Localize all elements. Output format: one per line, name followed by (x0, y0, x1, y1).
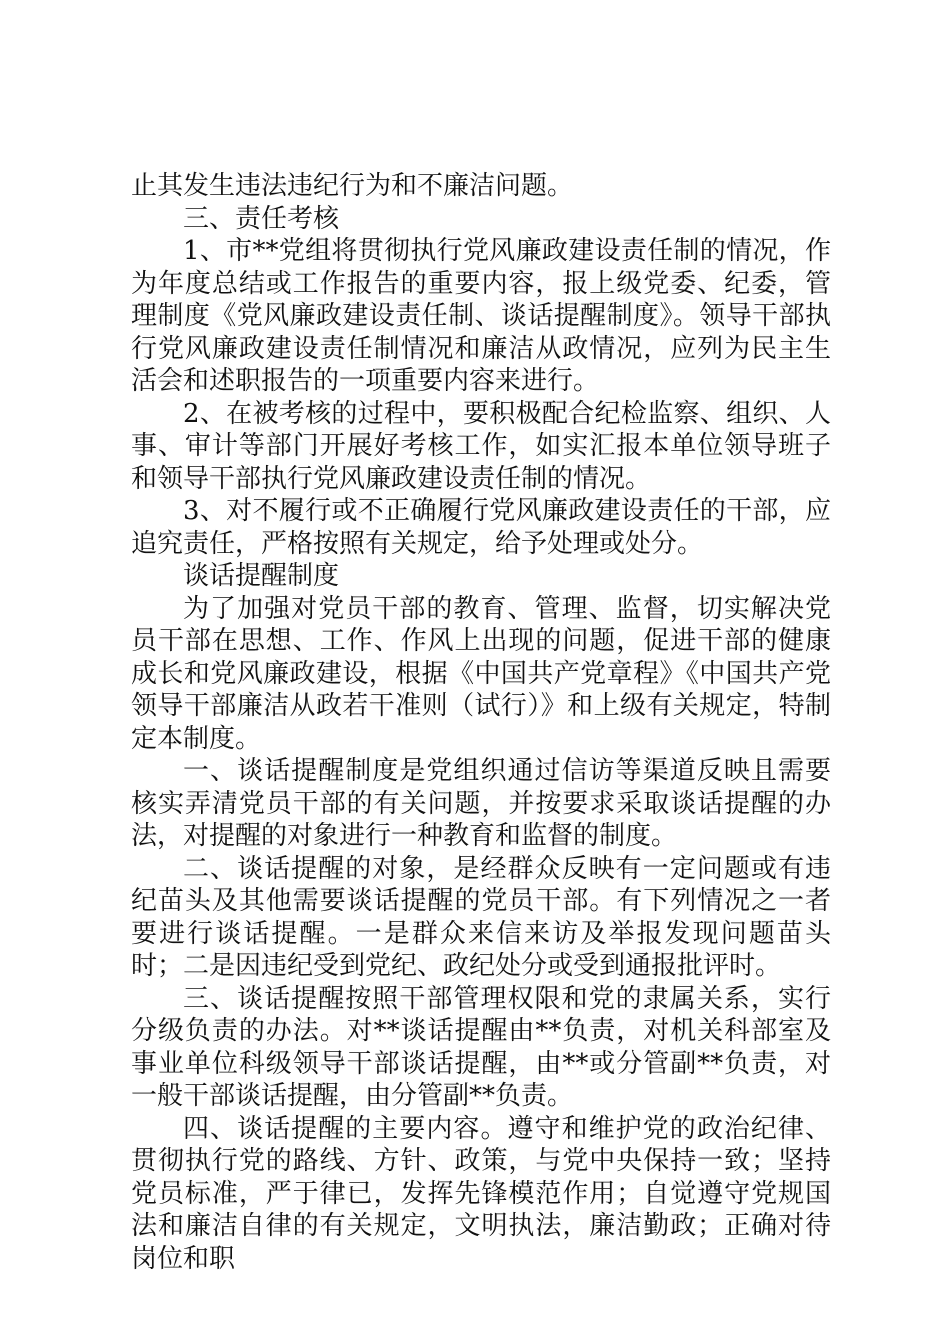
document-body (131, 170, 831, 1275)
paragraph-reminder-item-3: 三、谈话提醒按照干部管理权限和党的隶属关系，实行分级负责的办法。对**谈话提醒由**负责，对机关科部室及事业单位科级领导干部谈话提醒，由**或分管副**负责，对一般干部谈话提醒，由分管副**负责。 (131, 983, 831, 1111)
paragraph-assessment-item-1: 1、市**党组将贯彻执行党风廉政建设责任制的情况，作为年度总结或工作报告的重要内容，报上级党委、纪委，管理制度《党风廉政建设责任制、谈话提醒制度》。领导干部执行党风廉政建设责任制情况和廉洁从政情况，应列为民主生活会和述职报告的一项重要内容来进行。 (131, 236, 831, 396)
paragraph-reminder-item-1: 一、谈话提醒制度是党组织通过信访等渠道反映且需要核实弄清党员干部的有关问题，并按要求采取谈话提醒的办法，对提醒的对象进行一种教育和监督的制度。 (131, 756, 831, 851)
paragraph-continuation: 止其发生违法违纪行为和不廉洁问题。 (131, 171, 574, 201)
paragraph-assessment-item-3: 3、对不履行或不正确履行党风廉政建设责任的干部，应追究责任，严格按照有关规定，给予处理或处分。 (131, 496, 831, 559)
paragraph-reminder-item-4: 四、谈话提醒的主要内容。遵守和维护党的政治纪律、贯彻执行党的路线、方针、政策，与党中央保持一致；坚持党员标准，严于律已，发挥先锋模范作用；自觉遵守党规国法和廉洁自律的有关规定，文明执法，廉洁勤政；正确对待岗位和职 (131, 1113, 831, 1274)
section-heading-responsibility-assessment: 三、责任考核 (183, 203, 340, 234)
paragraph-reminder-preamble: 为了加强对党员干部的教育、管理、监督，切实解决党员干部在思想、工作、作风上出现的问题，促进干部的健康成长和党风廉政建设，根据《中国共产党章程》《中国共产党领导干部廉洁从政若干准则（试行）》和上级有关规定，特制定本制度。 (131, 593, 831, 754)
paragraph-assessment-item-2: 2、在被考核的过程中，要积极配合纪检监察、组织、人事、审计等部门开展好考核工作，如实汇报本单位领导班子和领导干部执行党风廉政建设责任制的情况。 (131, 398, 831, 494)
section-heading-reminder-system: 谈话提醒制度 (183, 561, 340, 591)
paragraph-reminder-item-2: 二、谈话提醒的对象，是经群众反映有一定问题或有违纪苗头及其他需要谈话提醒的党员干部。有下列情况之一者要进行谈话提醒。一是群众来信来访及举报发现问题苗头时；二是因违纪受到党纪、政纪处分或受到通报批评时。 (131, 853, 831, 981)
